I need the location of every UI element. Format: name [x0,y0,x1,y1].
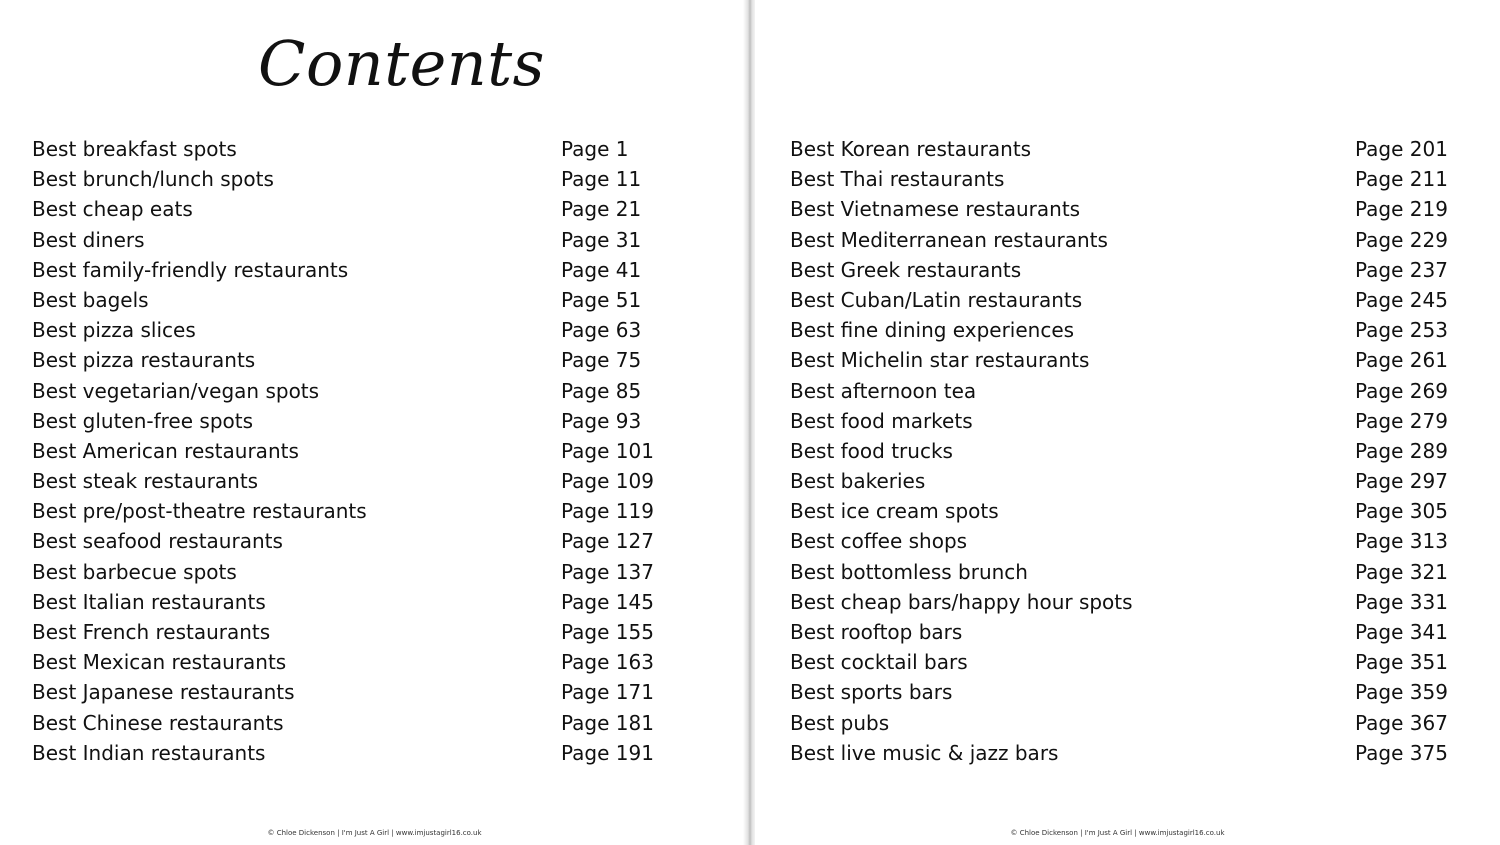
contents-entry-label: Best afternoon tea [790,378,977,403]
contents-entry-page-number: Page 155 [561,620,654,644]
contents-entry-label: Best Japanese restaurants [32,680,295,705]
contents-entry-page-number: Page 21 [561,197,642,222]
contents-entry-label: Best diners [32,227,145,252]
contents-entry [790,738,1490,768]
contents-entry-page-number: Page 313 [1355,529,1448,554]
contents-entry [790,285,1490,315]
contents-entry-page-number: Page 261 [1355,348,1448,373]
contents-entry-page-number: Page 359 [1355,680,1448,705]
contents-entry-label: Best vegetarian/vegan spots [32,378,320,403]
contents-entry-page-number: Page 119 [561,499,654,524]
contents-entry [790,677,1490,707]
contents-entry-page-number: Page 75 [561,348,642,373]
contents-entry-page-number: Page 229 [1355,227,1448,252]
contents-entry [32,526,692,556]
contents-entry [32,708,692,738]
contents-entry [790,708,1490,738]
contents-entry-page-number: Page 181 [561,710,654,735]
contents-entry [32,496,692,526]
contents-entry-label: Best cheap bars/happy hour spots [790,589,1133,614]
contents-list-left [32,134,692,768]
contents-entry-label: Best French restaurants [32,620,271,644]
contents-entry [790,255,1490,285]
contents-entry [790,376,1490,406]
contents-entry-label: Best bakeries [790,469,926,494]
contents-entry-label: Best brunch/lunch spots [32,167,274,192]
contents-entry [790,526,1490,556]
contents-entry-label: Best Vietnamese restaurants [790,197,1081,222]
contents-entry [32,587,692,617]
contents-entry-label: Best food markets [790,408,973,433]
contents-entry [790,647,1490,677]
contents-entry-page-number: Page 31 [561,227,642,252]
contents-entry-page-number: Page 253 [1355,318,1448,343]
contents-entry-page-number: Page 85 [561,378,642,403]
contents-entry-label: Best gluten-free spots [32,408,254,433]
contents-entry-label: Best pizza slices [32,318,196,343]
contents-entry-label: Best pubs [790,710,890,735]
contents-entry [32,225,692,255]
contents-entry [32,406,692,436]
contents-entry-label: Best Mediterranean restaurants [790,227,1108,252]
contents-entry-page-number: Page 321 [1355,559,1448,584]
contents-entry-page-number: Page 211 [1355,167,1448,192]
contents-entry [32,466,692,496]
contents-entry-label: Best seafood restaurants [32,529,283,554]
contents-entry [790,436,1490,466]
contents-entry [790,315,1490,345]
contents-entry [790,617,1490,647]
contents-entry-label: Best Thai restaurants [790,167,1005,192]
contents-entry-page-number: Page 11 [561,167,642,192]
contents-entry-label: Best breakfast spots [32,137,237,161]
right-page [755,0,1500,845]
contents-entry-page-number: Page 63 [561,318,642,343]
contents-entry-page-number: Page 367 [1355,710,1448,735]
contents-entry-page-number: Page 109 [561,469,654,494]
contents-entry [32,557,692,587]
left-page [0,0,745,845]
contents-entry [32,436,692,466]
contents-entry [790,345,1490,375]
contents-entry-page-number: Page 237 [1355,257,1448,282]
contents-entry-label: Best Korean restaurants [790,137,1032,161]
contents-entry [32,376,692,406]
contents-entry-label: Best food trucks [790,438,953,463]
contents-entry [32,134,692,164]
contents-entry [790,164,1490,194]
contents-entry-label: Best family-friendly restaurants [32,257,349,282]
contents-entry [790,134,1490,164]
contents-entry [32,647,692,677]
contents-entry [790,194,1490,224]
contents-entry-page-number: Page 127 [561,529,654,554]
contents-entry [32,164,692,194]
contents-entry-page-number: Page 297 [1355,469,1448,494]
contents-list-right [790,134,1490,768]
contents-entry-page-number: Page 137 [561,559,654,584]
contents-entry-page-number: Page 305 [1355,499,1448,524]
contents-entry [790,557,1490,587]
contents-entry [32,285,692,315]
contents-entry-label: Best steak restaurants [32,469,259,494]
contents-entry-page-number: Page 219 [1355,197,1448,222]
contents-entry-label: Best bagels [32,287,149,312]
contents-entry-label: Best pizza restaurants [32,348,256,373]
contents-entry-page-number: Page 201 [1355,137,1448,161]
contents-entry-page-number: Page 41 [561,257,642,282]
contents-entry-label: Best Greek restaurants [790,257,1022,282]
contents-entry [790,406,1490,436]
contents-entry-label: Best Mexican restaurants [32,650,287,675]
copyright-footer-right: © Chloe Dickenson | I'm Just A Girl | www.imjustagirl16.co.uk [1010,829,1225,837]
contents-entry [790,496,1490,526]
contents-entry [32,194,692,224]
contents-entry-label: Best cocktail bars [790,650,968,675]
contents-entry-page-number: Page 351 [1355,650,1448,675]
contents-entry-label: Best cheap eats [32,197,193,222]
contents-entry-page-number: Page 341 [1355,620,1448,644]
contents-entry-label: Best Michelin star restaurants [790,348,1090,373]
contents-entry-page-number: Page 375 [1355,740,1448,765]
contents-entry-page-number: Page 245 [1355,287,1448,312]
contents-entry-label: Best American restaurants [32,438,299,463]
contents-entry-page-number: Page 51 [561,287,642,312]
contents-entry [790,466,1490,496]
contents-entry-label: Best Italian restaurants [32,589,266,614]
contents-entry-page-number: Page 289 [1355,438,1448,463]
contents-entry-page-number: Page 101 [561,438,654,463]
contents-entry-page-number: Page 163 [561,650,654,675]
contents-entry-label: Best rooftop bars [790,620,963,644]
contents-entry-label: Best Cuban/Latin restaurants [790,287,1083,312]
page-title: Contents [258,27,545,100]
contents-entry [32,315,692,345]
contents-entry-page-number: Page 171 [561,680,654,705]
contents-entry-label: Best sports bars [790,680,953,705]
contents-entry-label: Best Indian restaurants [32,740,266,765]
contents-entry-page-number: Page 1 [561,137,629,161]
contents-entry-label: Best fine dining experiences [790,318,1075,343]
contents-entry-page-number: Page 331 [1355,589,1448,614]
contents-entry [32,738,692,768]
contents-entry-page-number: Page 93 [561,408,642,433]
contents-entry-label: Best live music & jazz bars [790,740,1059,765]
contents-entry-label: Best bottomless brunch [790,559,1028,584]
copyright-footer-left: © Chloe Dickenson | I'm Just A Girl | www.imjustagirl16.co.uk [267,829,482,837]
contents-entry-label: Best ice cream spots [790,499,999,524]
contents-entry [32,345,692,375]
contents-entry-page-number: Page 191 [561,740,654,765]
contents-entry [790,587,1490,617]
contents-entry [790,225,1490,255]
contents-entry [32,677,692,707]
contents-entry-label: Best Chinese restaurants [32,710,284,735]
contents-entry-label: Best coffee shops [790,529,968,554]
contents-entry [32,617,692,647]
contents-entry-page-number: Page 269 [1355,378,1448,403]
contents-entry-page-number: Page 279 [1355,408,1448,433]
contents-entry-page-number: Page 145 [561,589,654,614]
contents-entry-label: Best barbecue spots [32,559,237,584]
contents-entry-label: Best pre/post-theatre restaurants [32,499,367,524]
contents-entry [32,255,692,285]
